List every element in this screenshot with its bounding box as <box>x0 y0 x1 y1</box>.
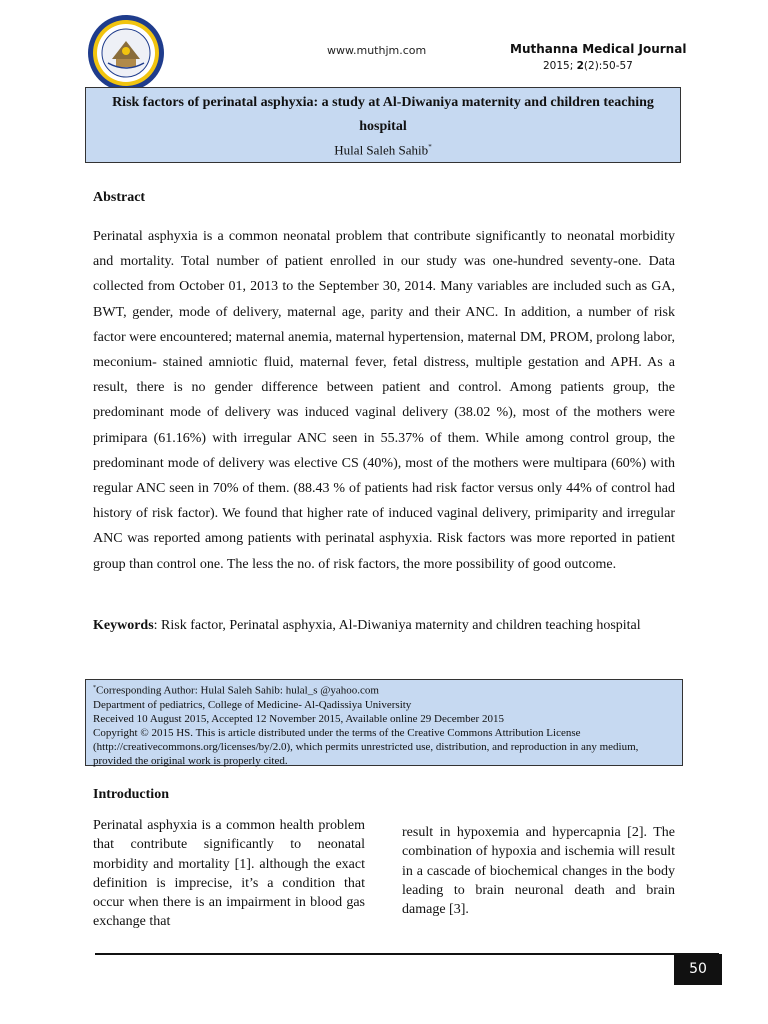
article-author <box>86 139 680 158</box>
keywords <box>93 613 675 638</box>
footer-rule <box>95 953 719 955</box>
citation-volume: 2 <box>576 60 584 72</box>
keywords-text: : Risk factor, Perinatal asphyxia, Al-Diwaniya maternity and children teaching hospital <box>153 618 641 633</box>
corresponding-author-text: Corresponding Author: Hulal Saleh Sahib: hulal_s @yahoo.com <box>96 684 379 697</box>
corresponding-mark: * <box>93 685 96 691</box>
abstract-text: Perinatal asphyxia is a common neonatal problem that contribute significantly to neonatal morbidity and mortality. Total number of patient enrolled in our study was one-hundred seventy-one. Data collected from October 01, 2013 to the September 30, 2014. Many variables are included such as GA, BWT, gender, mode of delivery, maternal age, parity and their ANC. In addition, a number of risk factor were encountered; maternal anemia, maternal hypertension, maternal DM, PROM, prolong labor, meconium- stained amniotic fluid, maternal fever, fetal distress, multiple gestation and APH. As a result, there is no gender difference between patient and control. Among patients group, the predominant mode of delivery was induced vaginal delivery (38.02 %), most of the mothers were primipara (61.16%) with irregular ANC seen in 55.37% of them. While among control group, the predominant mode of delivery was elective CS (40%), most of the mothers were multipara (60%) with regular ANC seen in 70% of them. (88.43 % of patients had risk factor versus only 44% of control had history of risk factor). We found that higher rate of induced vaginal delivery, primiparity and irregular ANC was reported among patients with perinatal asphyxia. Risk factors was more reported in patient group than control one. The less the no. of risk factors, the more possibility of good outcome. <box>93 229 675 572</box>
corresponding-author <box>93 681 675 698</box>
journal-website[interactable]: www.muthjm.com <box>327 44 427 57</box>
keywords-label: Keywords <box>93 618 154 633</box>
copyright: Copyright © 2015 HS. This is article distributed under the terms of the Creative Commons Attribution License (http://creativecommons.org/licenses/by/2.0), which permits unrestricted use, distribution, and reproduction in any medium, provided the original work is properly cited. <box>93 726 639 767</box>
page-number: 50 <box>674 954 722 985</box>
author-mark: * <box>428 143 432 151</box>
correspondence-box <box>85 679 683 766</box>
journal-name: Muthanna Medical Journal <box>510 42 687 56</box>
intro-paragraph-right: result in hypoxemia and hypercapnia [2]. The combination of hypoxia and ischemia will result in a cascade of biochemical changes in the body leading to brain neuronal death and brain damage [3]. <box>402 825 675 918</box>
author-name: Hulal Saleh Sahib <box>334 142 429 158</box>
citation-issue-pages: (2):50-57 <box>583 60 633 72</box>
dates: Received 10 August 2015, Accepted 12 November 2015, Available online 29 December 2015 <box>93 712 504 725</box>
abstract-heading: Abstract <box>93 190 146 205</box>
title-box <box>85 87 681 163</box>
introduction-heading: Introduction <box>93 787 169 802</box>
intro-paragraph-left: Perinatal asphyxia is a common health problem that contribute significantly to neonatal morbidity and mortality [1]. although the exact definition is imprecise, it’s a condition that occur when there is an impairment in blood gas exchange that <box>93 818 365 930</box>
citation-year: 2015; <box>543 60 577 72</box>
intro-column-right <box>402 823 675 919</box>
affiliation: Department of pediatrics, College of Medicine- Al-Qadissiya University <box>93 698 412 711</box>
journal-seal-logo <box>86 13 166 93</box>
citation <box>543 60 633 72</box>
article-title: Risk factors of perinatal asphyxia: a study at Al-Diwaniya maternity and children teaching hospital <box>112 95 654 134</box>
intro-column-left <box>93 816 365 932</box>
